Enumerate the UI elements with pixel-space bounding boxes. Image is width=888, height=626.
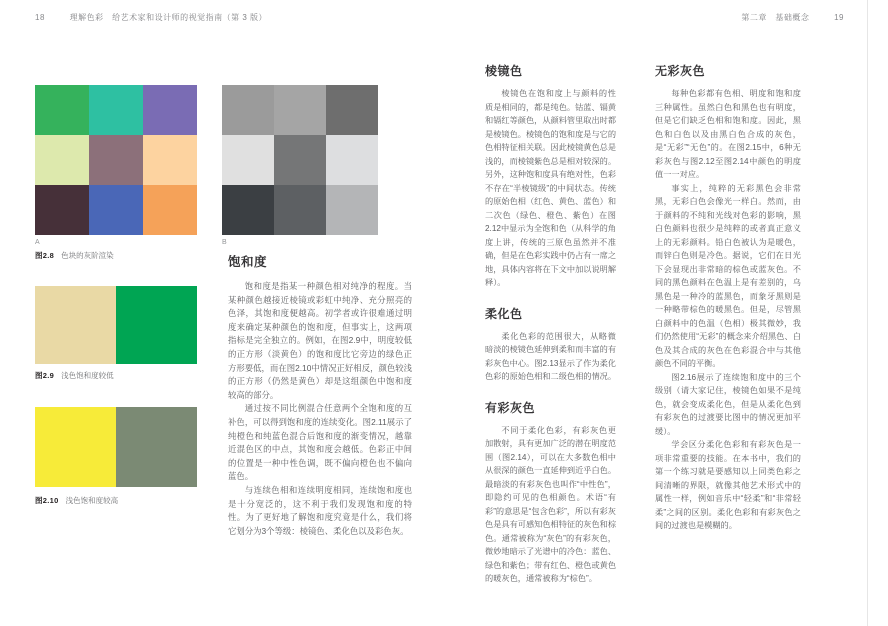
- figure-2-10-caption-label: 图2.10: [35, 496, 59, 505]
- swatch-sage-green: [116, 407, 197, 487]
- section-heading-achromatic-gray: 无彩灰色: [655, 64, 706, 78]
- color-cell: [35, 135, 89, 185]
- section-saturation: [228, 252, 412, 538]
- section-heading-prismatic: 棱镜色: [485, 64, 523, 78]
- right-page-column-1: [485, 62, 616, 586]
- section-achromatic-gray: [655, 62, 801, 533]
- running-header-left: [35, 12, 267, 23]
- gray-cell: [274, 185, 326, 235]
- paragraph: 图2.16展示了连续饱和度中的三个级别（请大家记住，棱镜色如果不是纯色，就会变成柔化色，但是从柔化色到有彩灰色的过渡要比图中的情况更加平缓）。: [655, 372, 801, 436]
- color-cell: [143, 135, 197, 185]
- gray-cell: [222, 135, 274, 185]
- saturation-section: [228, 252, 412, 538]
- figure-2-10-caption: [35, 495, 118, 506]
- color-cell: [143, 85, 197, 135]
- color-cell: [143, 185, 197, 235]
- running-title-right: 第二章 基础概念: [741, 13, 810, 22]
- running-header-right: [741, 12, 844, 23]
- section-prismatic-color: [485, 62, 616, 290]
- paragraph: 饱和度是指某一种颜色相对纯净的程度。当某种颜色越接近棱镜或彩虹中纯净、充分照亮的色泽，其饱和度便越高。初学者或许很难通过明度来确定某种颜色的饱和度，但事实上，这两项指标是完全独立的。例如，在图2.9中，明度较低的正方形（淡黄色）的饱和度比它旁边的绿色正方形要低，而在图2.10中情况正好相反，颜色较浅的正方形（仍然是黄色）却是这组颜色中饱和度较高的部分。: [228, 281, 412, 400]
- figure-2-8-label-b: B: [222, 239, 227, 246]
- section-heading-chromatic-gray: 有彩灰色: [485, 400, 536, 415]
- section-chromatic-gray: [485, 399, 616, 586]
- figure-2-8-caption-text: 色块的灰阶渲染: [61, 251, 114, 260]
- color-cell: [89, 85, 143, 135]
- gray-cell: [274, 85, 326, 135]
- section-heading-muted: 柔化色: [485, 306, 523, 321]
- figure-2-9-swatches: [35, 286, 197, 364]
- color-cell: [89, 185, 143, 235]
- color-cell: [35, 85, 89, 135]
- figure-2-8-caption: [35, 250, 114, 261]
- figure-2-9-caption: [35, 370, 114, 381]
- page-edge-line: [867, 0, 868, 626]
- swatch-green: [116, 286, 197, 364]
- gray-cell: [326, 135, 378, 185]
- paragraph: 不同于柔化色彩，有彩灰色更加散射，具有更加广泛的潜在明度范围（图2.14），可以在大多数色相中从很深的颜色一直延伸到近乎白色。最暗淡的有彩灰色也叫作“中性色”，即隐约可见的色相颜色。术语“有彩”的意思是“包含色彩”，所以有彩灰色是具有可感知色相特征的灰色和棕色。通常被称为“灰色”的有彩灰色，微妙地暗示了光谱中的冷色：蓝色、绿色和紫色；带有红色、橙色或黄色的暖灰色，通常被称为“棕色”。: [485, 425, 617, 583]
- page-number-left: 18: [35, 13, 45, 22]
- paragraph: 棱镜色在饱和度上与颜料的性质是相同的，都是纯色。钴蓝、镉黄和镉红等颜色，从颜料管里取出时都是棱镜色。棱镜色的饱和度是与它的色相特征相关联。因此棱镜黄色总是浅的，而棱镜紫色总是相对较深的。另外，这种饱和度具有绝对性，色彩不存在“半棱镜级”的中间状态。传统的原始色相（红色、黄色、蓝色）和二次色（绿色、橙色、紫色）在图2.12中显示为全饱和色（从科学的角度上讲，传统的三原色虽然并不准确，但是在色彩实践中仍占有一席之地，具体内容将在下文中加以说明解释）。: [485, 89, 617, 287]
- paragraph: 与连续色相和连续明度相同，连续饱和度也是十分宽泛的，这不利于我们发现饱和度的特性。为了更好地了解饱和度究竟是什么，我们将它划分为3个等级：棱镜色、柔化色以及彩色灰。: [228, 484, 412, 536]
- section-muted-color: [485, 305, 616, 384]
- right-page-column-2: [655, 62, 801, 533]
- figure-2-9-caption-text: 浅色饱和度较低: [61, 371, 114, 380]
- paragraph: 事实上，纯粹的无彩黑色会非常黑，无彩白色会像光一样白。然而，由于颜料的不纯和光线对色彩的影响，黑白色颜料也很少是纯粹的或者真正意义上的无彩颜料。铅白色被认为是暖色，而锌白色则是冷色。据说，它们在日光下会显现出非常暗的棕色或蓝灰色。不同的黑色颜料在色温上是有差别的，乌黑色是一种冷的蓝黑色，而象牙黑则是一种略带棕色的暖黑色。但是，尽管黑白颜料中的色温（色相）极其微妙，我们仍然使用“无彩”的概念来介绍黑色、白色及其合成的灰色在色彩混合中与其他颜色不同的平衡。: [655, 183, 801, 368]
- gray-cell: [326, 85, 378, 135]
- gray-cell: [222, 85, 274, 135]
- paragraph: 柔化色彩的范围很大，从略微暗淡的棱镜色延伸到柔和而丰富的有彩灰色中心。图2.13显示了作为柔化色彩的原始色相和二级色相的情况。: [485, 331, 617, 381]
- color-cell: [35, 185, 89, 235]
- paragraph: 每种色彩都有色相、明度和饱和度三种属性。虽然白色和黑色也有明度，但是它们缺乏色相和饱和度。因此，黑色和白色以及由黑白色合成的灰色，是“无彩”“无色”的。在图2.15中，6种无彩灰色与图2.12至图2.14中颜色的明度值一一对应。: [655, 89, 801, 179]
- paragraph: 通过按不同比例混合任意两个全饱和度的互补色，可以得到饱和度的连续变化。图2.11展示了纯橙色和纯蓝色混合后饱和度的渐变情况，越靠近混色区的中点，其饱和度会越低。色彩正中间的位置是一种中性色调，既不偏向橙色也不偏向蓝色。: [228, 403, 412, 482]
- color-cell: [89, 135, 143, 185]
- figure-2-10-caption-text: 浅色饱和度较高: [65, 496, 119, 505]
- running-title-left: 理解色彩 给艺术家和设计师的视觉指南（第 3 版）: [69, 13, 268, 22]
- swatch-pale-yellow: [35, 286, 116, 364]
- gray-cell: [326, 185, 378, 235]
- page-number-right: 19: [834, 13, 844, 22]
- figure-2-9-caption-label: 图2.9: [35, 371, 55, 380]
- figure-2-10-swatches: [35, 407, 197, 487]
- figure-2-8-color-grid-a: [35, 85, 197, 235]
- section-heading-saturation: 饱和度: [228, 255, 268, 269]
- figure-2-8-caption-label: 图2.8: [35, 251, 55, 260]
- gray-cell: [222, 185, 274, 235]
- figure-2-8-grayscale-grid-b: [222, 85, 378, 235]
- paragraph: 学会区分柔化色彩和有彩灰色是一项非常重要的技能。在本书中，我们的第一个练习就是要感知以上同类色彩之间清晰的界限，就像其他艺术形式中的属性一样，例如音乐中“轻柔”和“非常轻柔”之间的区别。柔化色彩和有彩灰色之间的过渡也是模糊的。: [655, 440, 801, 530]
- gray-cell: [274, 135, 326, 185]
- figure-2-8-label-a: A: [35, 239, 40, 246]
- swatch-yellow: [35, 407, 116, 487]
